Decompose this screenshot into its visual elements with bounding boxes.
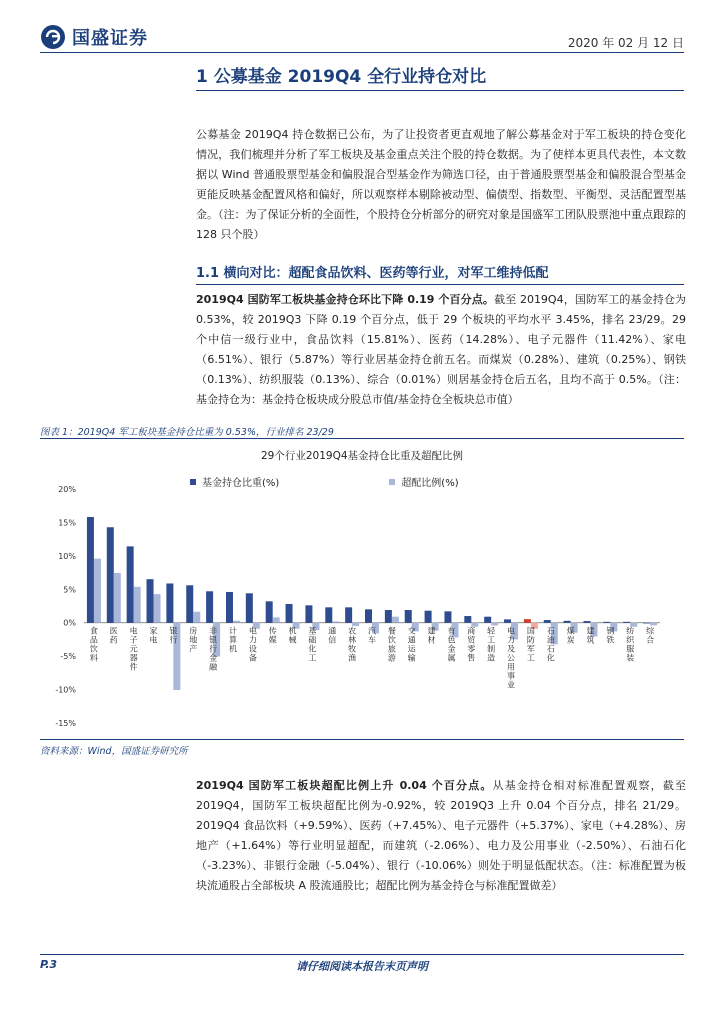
holdings-paragraph (196, 290, 686, 410)
bar-holding (186, 585, 193, 622)
brand-logo-icon (40, 24, 66, 50)
bar-overweight (491, 623, 498, 626)
bar-holding (504, 619, 511, 622)
bar-holding (524, 619, 531, 623)
bar-holding (544, 620, 551, 623)
x-tick-label: 餐饮旅游 (387, 626, 396, 663)
bar-overweight (352, 623, 359, 626)
bar-holding (226, 592, 233, 623)
bar-holding (484, 617, 491, 623)
x-tick-label: 建筑 (586, 626, 595, 645)
legend-holding-label: 基金持仓比重(%) (202, 478, 280, 489)
bar-holding (464, 616, 471, 623)
y-tick-label: 5% (63, 585, 76, 595)
x-tick-label: 通信 (328, 626, 337, 645)
y-tick-label: 15% (58, 518, 76, 528)
brand-name: 国盛证券 (72, 28, 148, 49)
x-tick-label: 传媒 (268, 626, 277, 645)
bar-overweight (273, 617, 280, 622)
y-tick-label: -10% (55, 685, 76, 695)
section-divider (196, 90, 684, 91)
holdings-body: 截至 2019Q4，国防军工的基金持仓为 0.53%，较 2019Q3 下降 0.19 个百分点，低于 29 个板块的平均水平 3.45%，排名 23/29。29 个中信一级行业中，食品饮料（15.81%）、医药（14.28%）、电子元器件（11.42%）、家电（6.51%）、银行（5.87%）等行业居基金持仓前五名。而煤炭（0.28%）、建筑（0.25%）、钢铁（0.13%）、纺织服装（0.13%）、综合（0.01%）则居基金持仓后五名，且均不高于 0.5%。（注：基金持仓为：基金持仓板块成分股总市值/基金持仓全板块总市值） (196, 293, 686, 406)
subsection-divider (196, 284, 684, 285)
x-tick-label: 煤炭 (566, 626, 575, 645)
x-tick-label: 汽车 (368, 626, 376, 645)
x-tick-label: 农林牧渔 (348, 626, 357, 663)
y-tick-label: -15% (55, 719, 76, 728)
x-tick-label: 纺织服装 (626, 626, 635, 663)
bar-overweight (154, 594, 161, 623)
bar-overweight (233, 621, 240, 623)
x-tick-label: 交通运输 (407, 626, 416, 663)
holdings-lead: 2019Q4 国防军工板块基金持仓环比下降 0.19 个百分点。 (196, 293, 495, 306)
bar-overweight (193, 612, 200, 623)
bar-chart (40, 480, 684, 738)
bar-holding (286, 604, 293, 623)
x-tick-label: 电力及公用事业 (507, 626, 516, 690)
subsection-title: 1.1 横向对比：超配食品饮料、医药等行业，对军工维持低配 (196, 266, 549, 281)
x-tick-label: 建材 (427, 626, 436, 645)
x-tick-label: 电子元器件 (129, 626, 138, 672)
bar-holding (603, 622, 610, 623)
y-tick-label: 0% (63, 618, 76, 628)
overweight-body: 从基金持仓相对标准配置观察，截至 2019Q4，国防军工板块超配比例为-0.92%，较 2019Q3 上升 0.04 个百分点，排名 21/29。2019Q4 食品饮料（+9.59%）、医药（+7.45%）、电子元器件（+5.37%）、家电（+4.28%）、房地产（+1.64%）等行业明显超配，而建筑（-2.06%）、电力及公用事业（-2.50%）、石油石化（-3.23%）、非银行金融（-5.04%）、银行（-10.06%）则处于明显低配状态。（注：标准配置为板块流通股占全部板块 A 股流通股比；超配比例为基金持仓与标准配置做差） (196, 779, 687, 892)
bar-holding (345, 607, 352, 622)
x-tick-label: 计算机 (228, 626, 237, 654)
x-tick-label: 银行 (169, 626, 178, 645)
x-tick-label: 食品饮料 (89, 626, 98, 663)
x-tick-label: 家电 (149, 626, 158, 645)
bar-holding (206, 591, 213, 622)
chart-title: 29个行业2019Q4基金持仓比重及超配比例 (260, 450, 464, 462)
bar-holding (166, 583, 173, 622)
bar-holding (87, 517, 94, 623)
x-tick-label: 有色金属 (447, 626, 456, 663)
x-tick-label: 房地产 (189, 626, 198, 654)
x-tick-label: 综合 (646, 626, 655, 645)
header-divider (40, 52, 684, 53)
x-tick-label: 医药 (109, 626, 118, 645)
overweight-lead: 2019Q4 国防军工板块超配比例上升 0.04 个百分点。 (196, 779, 493, 792)
overweight-paragraph (196, 776, 686, 896)
bar-holding (246, 593, 253, 622)
x-tick-label: 国防军工 (526, 626, 535, 663)
y-tick-label: 10% (58, 551, 76, 561)
bar-holding (425, 611, 432, 623)
bar-holding (444, 611, 451, 622)
bar-holding (147, 579, 154, 623)
bar-overweight (392, 617, 399, 623)
x-tick-label: 石油石化 (546, 626, 555, 663)
bar-holding (305, 605, 312, 622)
y-tick-label: 20% (58, 485, 76, 494)
bar-holding (127, 546, 134, 622)
figure-bottom-divider (40, 739, 684, 740)
figure-top-divider (40, 438, 684, 439)
bar-holding (325, 607, 332, 622)
bar-holding (583, 621, 590, 623)
x-tick-label: 机械 (288, 626, 297, 645)
x-tick-label: 基础化工 (308, 626, 317, 663)
x-tick-label: 非银行金融 (209, 626, 218, 672)
bar-holding (564, 621, 571, 623)
intro-paragraph: 公募基金 2019Q4 持仓数据已公布，为了让投资者更直观地了解公募基金对于军工板块的持仓变化情况，我们梳理并分析了军工板块及基金重点关注个股的持仓数据。为了使样本更具代表性，本文数据以 Wind 普通股票型基金和偏股混合型基金作为筛选口径，由于普通股票型基金和偏股混合型基金更能反映基金配置风格和偏好，所以观察样本剔除被动型、偏债型、指数型、平衡型、灵活配置型基金。（注：为了保证分析的全面性，个股持仓分析部分的研究对象是国盛军工团队股票池中重点跟踪的 128 只个股） (196, 128, 686, 241)
bar-holding (107, 527, 114, 622)
bar-overweight (650, 623, 657, 626)
x-tick-label: 轻工制造 (487, 626, 496, 663)
figure-caption: 图表 1：2019Q4 军工板块基金持仓比重为 0.53%，行业排名 23/29 (40, 427, 334, 438)
bar-holding (365, 609, 372, 622)
bar-holding (385, 610, 392, 623)
bar-holding (405, 610, 412, 623)
x-tick-label: 商贸零售 (467, 626, 476, 663)
y-tick-label: -5% (60, 652, 76, 662)
page-number: P.3 (40, 958, 58, 971)
section-title: 1 公募基金 2019Q4 全行业持仓对比 (196, 67, 487, 87)
bar-holding (643, 623, 650, 624)
x-tick-label: 电力设备 (248, 626, 257, 663)
figure-source: 资料来源：Wind，国盛证券研究所 (40, 746, 188, 757)
brand-logo (40, 22, 200, 52)
legend-overweight-label: 超配比例(%) (401, 478, 459, 489)
footer-divider (40, 954, 684, 955)
bar-overweight (114, 573, 121, 623)
bar-overweight (332, 621, 339, 622)
bar-holding (266, 601, 273, 622)
disclaimer-note: 请仔细阅读本报告末页声明 (296, 960, 428, 973)
bar-overweight (94, 559, 101, 623)
report-date: 2020 年 02 月 12 日 (567, 36, 684, 50)
x-tick-label: 钢铁 (606, 626, 615, 645)
bar-holding (623, 622, 630, 623)
bar-overweight (134, 587, 141, 623)
